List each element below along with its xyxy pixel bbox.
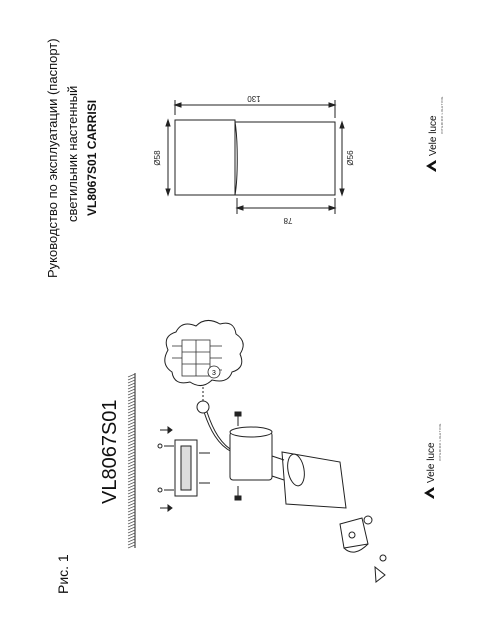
hatch-line xyxy=(128,389,135,392)
document-title-line-1: Руководство по эксплуатации (паспорт) xyxy=(45,38,60,278)
hatch-line xyxy=(128,404,135,407)
model-code: VL8067S01 xyxy=(99,399,121,504)
dimension-total-length: 130 xyxy=(247,94,261,103)
hatch-line xyxy=(128,392,135,395)
brand-name: Vele luce xyxy=(428,115,439,156)
hatch-line xyxy=(128,464,135,467)
brand-tagline-left: INTERIOR LIGHTING xyxy=(438,423,442,461)
dimension-body-diameter: Ø56 xyxy=(346,150,355,166)
hatch-line xyxy=(128,533,135,536)
hatch-line xyxy=(128,443,135,446)
hatch-line xyxy=(128,491,135,494)
hatch-line xyxy=(128,470,135,473)
hatch-line xyxy=(128,500,135,503)
hatch-line xyxy=(128,536,135,539)
hatch-line xyxy=(128,503,135,506)
hatch-line xyxy=(128,497,135,500)
brand-logo-right xyxy=(426,96,444,172)
hatch-line xyxy=(128,473,135,476)
wiring-step-number: 3 xyxy=(212,370,216,377)
document-title-line-3: VL8067S01 CARRISI xyxy=(85,99,99,216)
brand-logo-left xyxy=(424,423,442,499)
hatch-line xyxy=(128,458,135,461)
hatch-line xyxy=(128,545,135,548)
hatch-line xyxy=(128,539,135,542)
hatch-line xyxy=(128,479,135,482)
hatch-line xyxy=(128,518,135,521)
brand-name-left: Vele luce xyxy=(426,442,437,483)
hatch-line xyxy=(128,524,135,527)
hatch-line xyxy=(128,515,135,518)
hatch-line xyxy=(128,521,135,524)
hatch-line xyxy=(128,422,135,425)
hatch-line xyxy=(128,410,135,413)
mounting-bracket xyxy=(158,440,210,496)
hatch-line xyxy=(128,506,135,509)
hatch-line xyxy=(128,398,135,401)
hatch-line xyxy=(128,383,135,386)
hatch-line xyxy=(128,419,135,422)
hatch-line xyxy=(128,431,135,434)
hatch-line xyxy=(128,530,135,533)
hatch-line xyxy=(128,467,135,470)
hatch-line xyxy=(128,476,135,479)
hatch-line xyxy=(128,401,135,404)
socket-arrow xyxy=(364,516,386,582)
hatch-line xyxy=(128,527,135,530)
brand-tagline: INTERIOR LIGHTING xyxy=(440,96,444,134)
hatch-line xyxy=(128,425,135,428)
hatch-line xyxy=(128,437,135,440)
dimension-head-diameter: Ø58 xyxy=(153,150,162,166)
hatch-line xyxy=(128,413,135,416)
hatch-line xyxy=(128,494,135,497)
hatch-line xyxy=(128,449,135,452)
hatch-line xyxy=(128,395,135,398)
hatch-line xyxy=(128,377,135,380)
bulb xyxy=(340,518,368,552)
hatch-line xyxy=(128,482,135,485)
hatch-line xyxy=(128,512,135,515)
hatch-line xyxy=(128,446,135,449)
hatch-line xyxy=(128,485,135,488)
hatch-line xyxy=(128,455,135,458)
lamp-base xyxy=(230,412,272,500)
hatch-line xyxy=(128,386,135,389)
hatch-line xyxy=(128,542,135,545)
figure-label: Рис. 1 xyxy=(55,554,71,594)
screw-arrows xyxy=(160,427,172,511)
power-wire xyxy=(197,385,235,452)
document-title-line-2: светильник настенный xyxy=(65,85,80,222)
hatch-line xyxy=(128,380,135,383)
hatch-line xyxy=(128,509,135,512)
dimension-body-length: 78 xyxy=(283,216,293,225)
hatch-line xyxy=(128,416,135,419)
hatch-line xyxy=(128,434,135,437)
hatch-line xyxy=(128,452,135,455)
hatch-line xyxy=(128,488,135,491)
wall-hatch xyxy=(128,373,135,548)
hatch-line xyxy=(128,461,135,464)
lamp-head xyxy=(272,452,346,508)
hatch-line xyxy=(128,440,135,443)
hatch-line xyxy=(128,407,135,410)
dimension-drawing xyxy=(166,100,344,214)
hatch-line xyxy=(128,428,135,431)
hatch-line xyxy=(128,374,135,377)
wiring-detail-callout xyxy=(165,320,243,385)
